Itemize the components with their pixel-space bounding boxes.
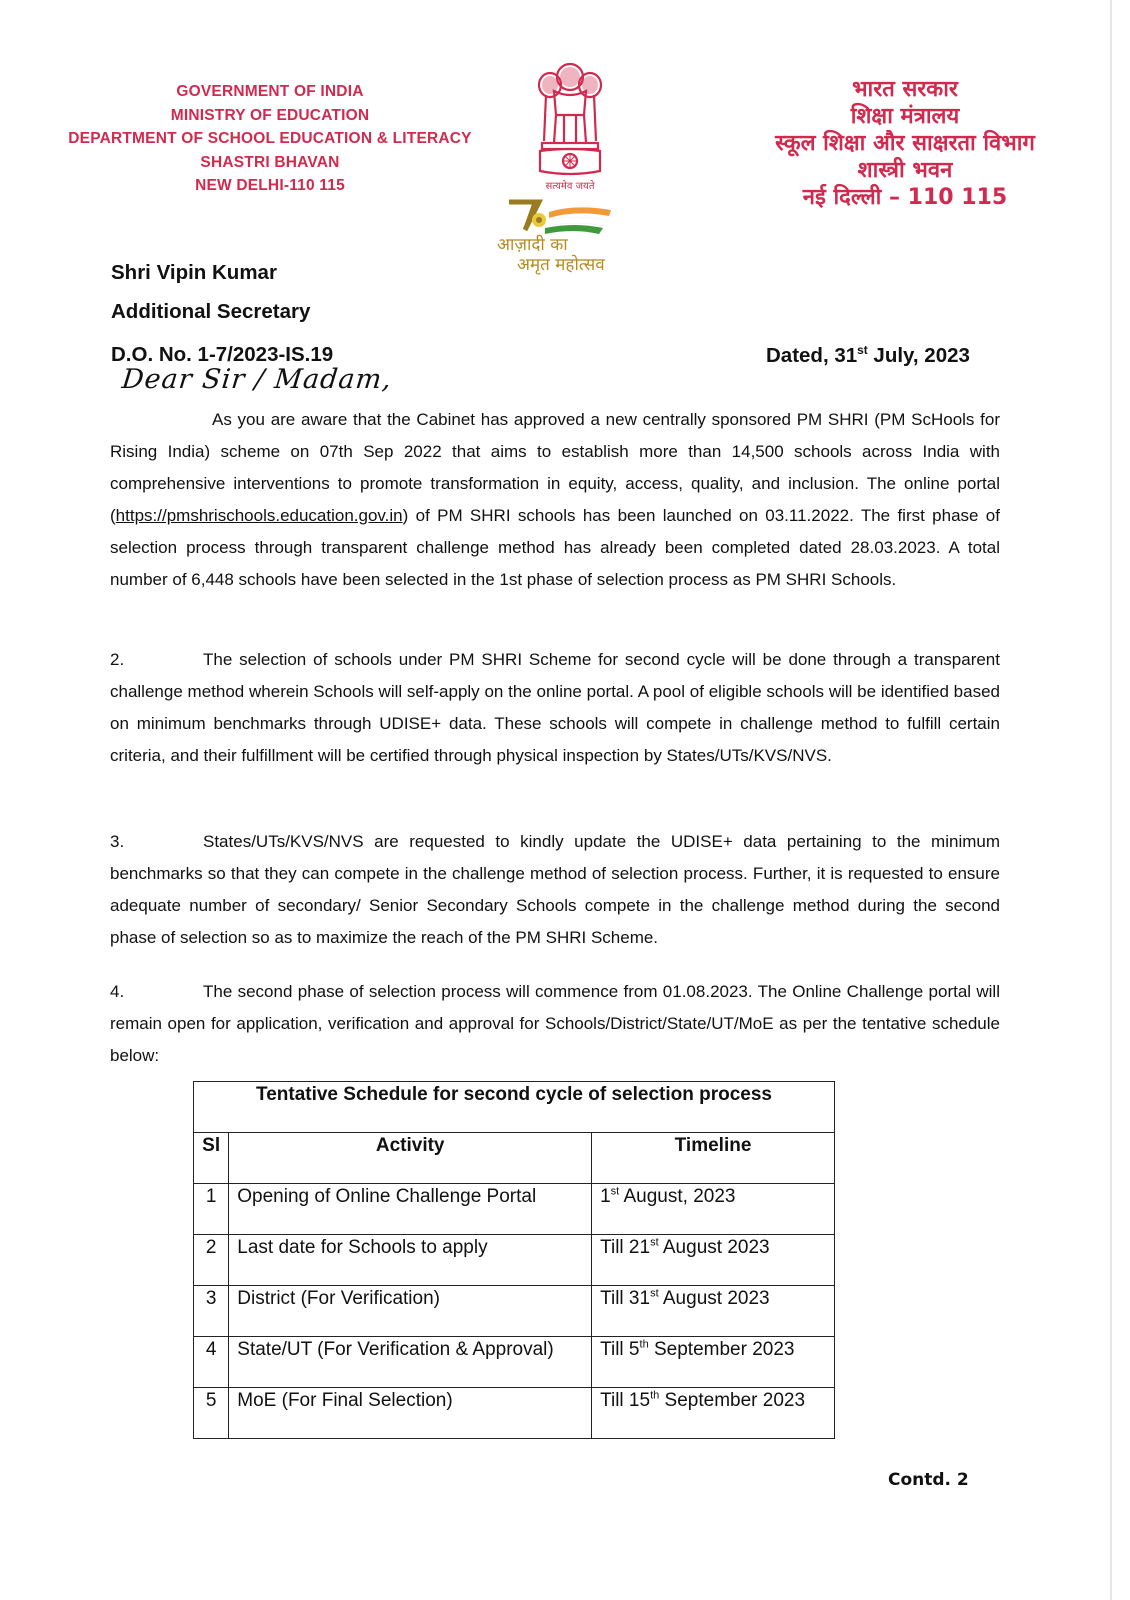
sender-designation: Additional Secretary bbox=[111, 300, 311, 323]
emblem-motto: सत्यमेव जयते bbox=[545, 181, 595, 192]
letterhead-hindi-line: भारत सरकार bbox=[852, 77, 958, 102]
cell-activity: Opening of Online Challenge Portal bbox=[229, 1184, 592, 1235]
paragraph-4-text: The second phase of selection process will commence from 01.08.2023. The Online Challenge portal will remain open for application, verification and approval for Schools/District/State/UT/MoE as per the tentative schedule below: bbox=[110, 982, 1000, 1065]
table-row bbox=[194, 1337, 835, 1388]
cell-timeline: Till 31st August 2023 bbox=[592, 1286, 835, 1337]
date-sup: st bbox=[857, 343, 868, 358]
letterhead-line: SHASTRI BHAVAN bbox=[200, 153, 340, 171]
header-sl: Sl bbox=[194, 1133, 229, 1184]
letterhead-hindi bbox=[745, 76, 1065, 211]
letterhead-hindi-line: शिक्षा मंत्रालय bbox=[850, 104, 960, 129]
cell-sl: 2 bbox=[194, 1235, 229, 1286]
letterhead-hindi-line: शास्त्री भवन bbox=[857, 158, 953, 183]
cell-activity: MoE (For Final Selection) bbox=[229, 1388, 592, 1439]
cell-activity: State/UT (For Verification & Approval) bbox=[229, 1337, 592, 1388]
letterhead-line: DEPARTMENT OF SCHOOL EDUCATION & LITERACY bbox=[68, 130, 472, 147]
paragraph-number: 2. bbox=[110, 650, 125, 669]
paragraph-3-text: States/UTs/KVS/NVS are requested to kindly update the UDISE+ data pertaining to the minimum benchmarks so that they can compete in the challenge method of selection process. Further, it is requested to ensure adequate number of secondary/ Senior Secondary Schools compete in the challenge method during the second phase of selection so as to maximize the reach of the PM SHRI Scheme. bbox=[110, 832, 1000, 947]
letterhead-hindi-line: नई दिल्ली – 110 115 bbox=[802, 185, 1008, 210]
do-number: D.O. No. 1-7/2023-IS.19 bbox=[111, 343, 334, 366]
paragraph-1 bbox=[110, 404, 1000, 596]
paragraph-4 bbox=[110, 976, 1000, 1072]
letterhead-line: NEW DELHI-110 115 bbox=[195, 177, 345, 194]
sender-name: Shri Vipin Kumar bbox=[111, 261, 277, 284]
letterhead-hindi-line: स्कूल शिक्षा और साक्षरता विभाग bbox=[775, 131, 1035, 156]
paragraph-2 bbox=[110, 644, 1000, 772]
portal-link[interactable]: https://pmshrischools.education.gov.in bbox=[115, 506, 403, 525]
cell-activity: District (For Verification) bbox=[229, 1286, 592, 1337]
national-emblem-icon bbox=[520, 55, 620, 195]
cell-timeline: Till 21st August 2023 bbox=[592, 1235, 835, 1286]
table-row bbox=[194, 1286, 835, 1337]
table-header-row bbox=[194, 1133, 835, 1184]
header-timeline: Timeline bbox=[592, 1133, 835, 1184]
letterhead-line: MINISTRY OF EDUCATION bbox=[170, 106, 370, 124]
paragraph-1-text-cont: ) of PM SHRI schools has been launched on 03.11.2022. The first phase of selection process through transparent challenge method has already been completed dated 28.03.2023. A total number of 6,448 schools have been selected in the 1st phase of selection process as PM SHRI Schools. bbox=[110, 506, 1000, 589]
cell-timeline: 1st August, 2023 bbox=[592, 1184, 835, 1235]
handwritten-salutation: Dear Sir / Madam, bbox=[120, 364, 394, 395]
letterhead-english bbox=[60, 80, 480, 198]
table-row bbox=[194, 1184, 835, 1235]
header-activity: Activity bbox=[229, 1133, 592, 1184]
schedule-caption: Tentative Schedule for second cycle of selection process bbox=[194, 1082, 835, 1133]
table-row bbox=[194, 1388, 835, 1439]
table-row bbox=[194, 1235, 835, 1286]
paragraph-2-text: The selection of schools under PM SHRI Scheme for second cycle will be done through a transparent challenge method wherein Schools will self-apply on the online portal. A pool of eligible schools will be identified based on minimum benchmarks through UDISE+ data. These schools will compete in challenge method to fulfill certain criteria, and their fulfillment will be certified through physical inspection by States/UTs/KVS/NVS. bbox=[110, 650, 1000, 765]
cell-timeline: Till 5th September 2023 bbox=[592, 1337, 835, 1388]
continued-marker: Contd. 2 bbox=[888, 1470, 969, 1490]
cell-timeline: Till 15th September 2023 bbox=[592, 1388, 835, 1439]
cell-sl: 3 bbox=[194, 1286, 229, 1337]
letterhead-line: GOVERNMENT OF INDIA bbox=[176, 83, 364, 100]
paragraph-1-text: As you are aware that the Cabinet has approved a new centrally sponsored PM SHRI (PM ScHools for Rising India) scheme on 07th Sep 2022 that aims to establish more than 14,500 schools across India with comprehensive interventions to promote transformation in equity, access, quality, and inclusion. The online portal ( bbox=[110, 410, 1000, 525]
paragraph-number: 3. bbox=[110, 832, 125, 851]
letter-date bbox=[766, 344, 970, 368]
page-edge bbox=[1110, 0, 1112, 1600]
azadi-text-line2: अमृत महोत्सव bbox=[517, 255, 605, 275]
cell-sl: 4 bbox=[194, 1337, 229, 1388]
schedule-table bbox=[193, 1081, 835, 1439]
date-prefix: Dated, 31 bbox=[766, 344, 858, 367]
date-suffix: July, 2023 bbox=[867, 344, 970, 367]
cell-sl: 5 bbox=[194, 1388, 229, 1439]
cell-activity: Last date for Schools to apply bbox=[229, 1235, 592, 1286]
cell-sl: 1 bbox=[194, 1184, 229, 1235]
paragraph-3 bbox=[110, 826, 1000, 954]
azadi-text-line1: आज़ादी का bbox=[497, 235, 568, 255]
paragraph-number: 4. bbox=[110, 982, 125, 1001]
